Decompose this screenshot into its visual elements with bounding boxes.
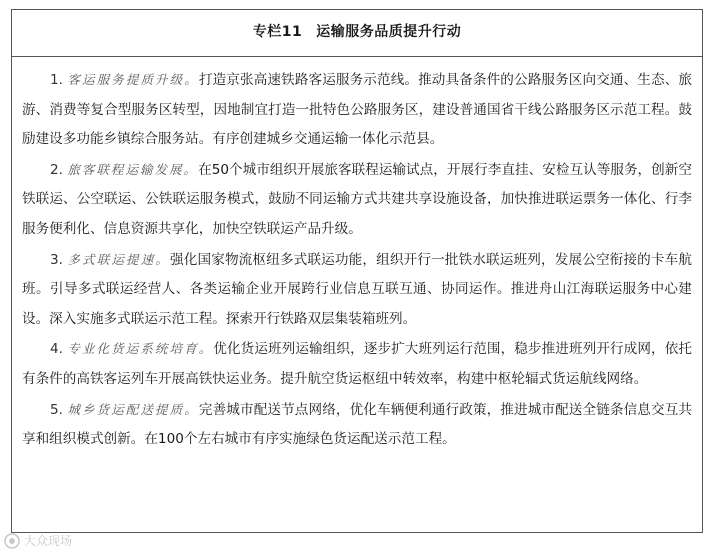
item-lead: 多式联运提速。 xyxy=(67,251,170,267)
list-item xyxy=(22,155,692,245)
item-lead: 旅客联程运输发展。 xyxy=(67,161,199,177)
panel-title-text: 运输服务品质提升行动 xyxy=(316,24,462,40)
item-text: 打造京张高速铁路客运服务示范线。推动具备条件的公路服务区向交通、生态、旅游、消费等复合型服务区转型，因地制宜打造一批特色公路服务区，建设普通国省干线公路服务区示范工程。鼓励建设多功能乡镇综合服务站。有序创建城乡交通运输一体化示范县。 xyxy=(22,72,692,148)
item-lead: 城乡货运配送提质。 xyxy=(67,401,199,417)
item-text: 优化货运班列运输组织，逐步扩大班列运行范围，稳步推进班列开行成网，依托有条件的高铁客运列车开展高铁快运业务。提升航空货运枢纽中转效率，构建中枢轮辐式货运航线网络。 xyxy=(22,341,692,387)
list-item xyxy=(22,334,692,394)
column-panel xyxy=(11,9,703,533)
watermark xyxy=(4,532,72,549)
item-lead: 客运服务提质升级。 xyxy=(67,72,199,87)
panel-title xyxy=(12,10,702,57)
logo-icon xyxy=(4,533,20,549)
item-index: 1. xyxy=(50,72,63,88)
item-text: 完善城市配送节点网络，优化车辆便利通行政策，推进城市配送全链条信息交互共享和组织模式创新。在100个左右城市有序实施绿色货运配送示范工程。 xyxy=(22,401,692,448)
item-text: 强化国家物流枢纽多式联运功能，组织开行一批铁水联运班列，发展公空衔接的卡车航班。引导多式联运经营人、各类运输企业开展跨行业信息互联互通、协同运作。推进舟山江海联运服务中心建设。深入实施多式联运示范工程。探索开行铁路双层集装箱班列。 xyxy=(22,251,692,327)
item-index: 4. xyxy=(50,341,63,358)
panel-body xyxy=(12,57,702,455)
list-item xyxy=(22,245,692,335)
item-text: 在50个城市组织开展旅客联程运输试点，开展行李直挂、安检互认等服务，创新空铁联运、公空联运、公铁联运服务模式，鼓励不同运输方式共建共享设施设备，加快推进联运票务一体化、行李服务便利化、信息资源共享化，加快空铁联运产品升级。 xyxy=(22,161,693,237)
list-item xyxy=(22,65,692,155)
item-lead: 专业化货运系统培育。 xyxy=(67,341,214,357)
item-index: 2. xyxy=(50,161,63,178)
panel-title-number: 专栏11 xyxy=(252,24,303,40)
watermark-text: 大众现场 xyxy=(24,534,73,548)
list-item xyxy=(22,395,692,455)
item-index: 3. xyxy=(50,251,63,268)
item-index: 5. xyxy=(50,401,63,418)
